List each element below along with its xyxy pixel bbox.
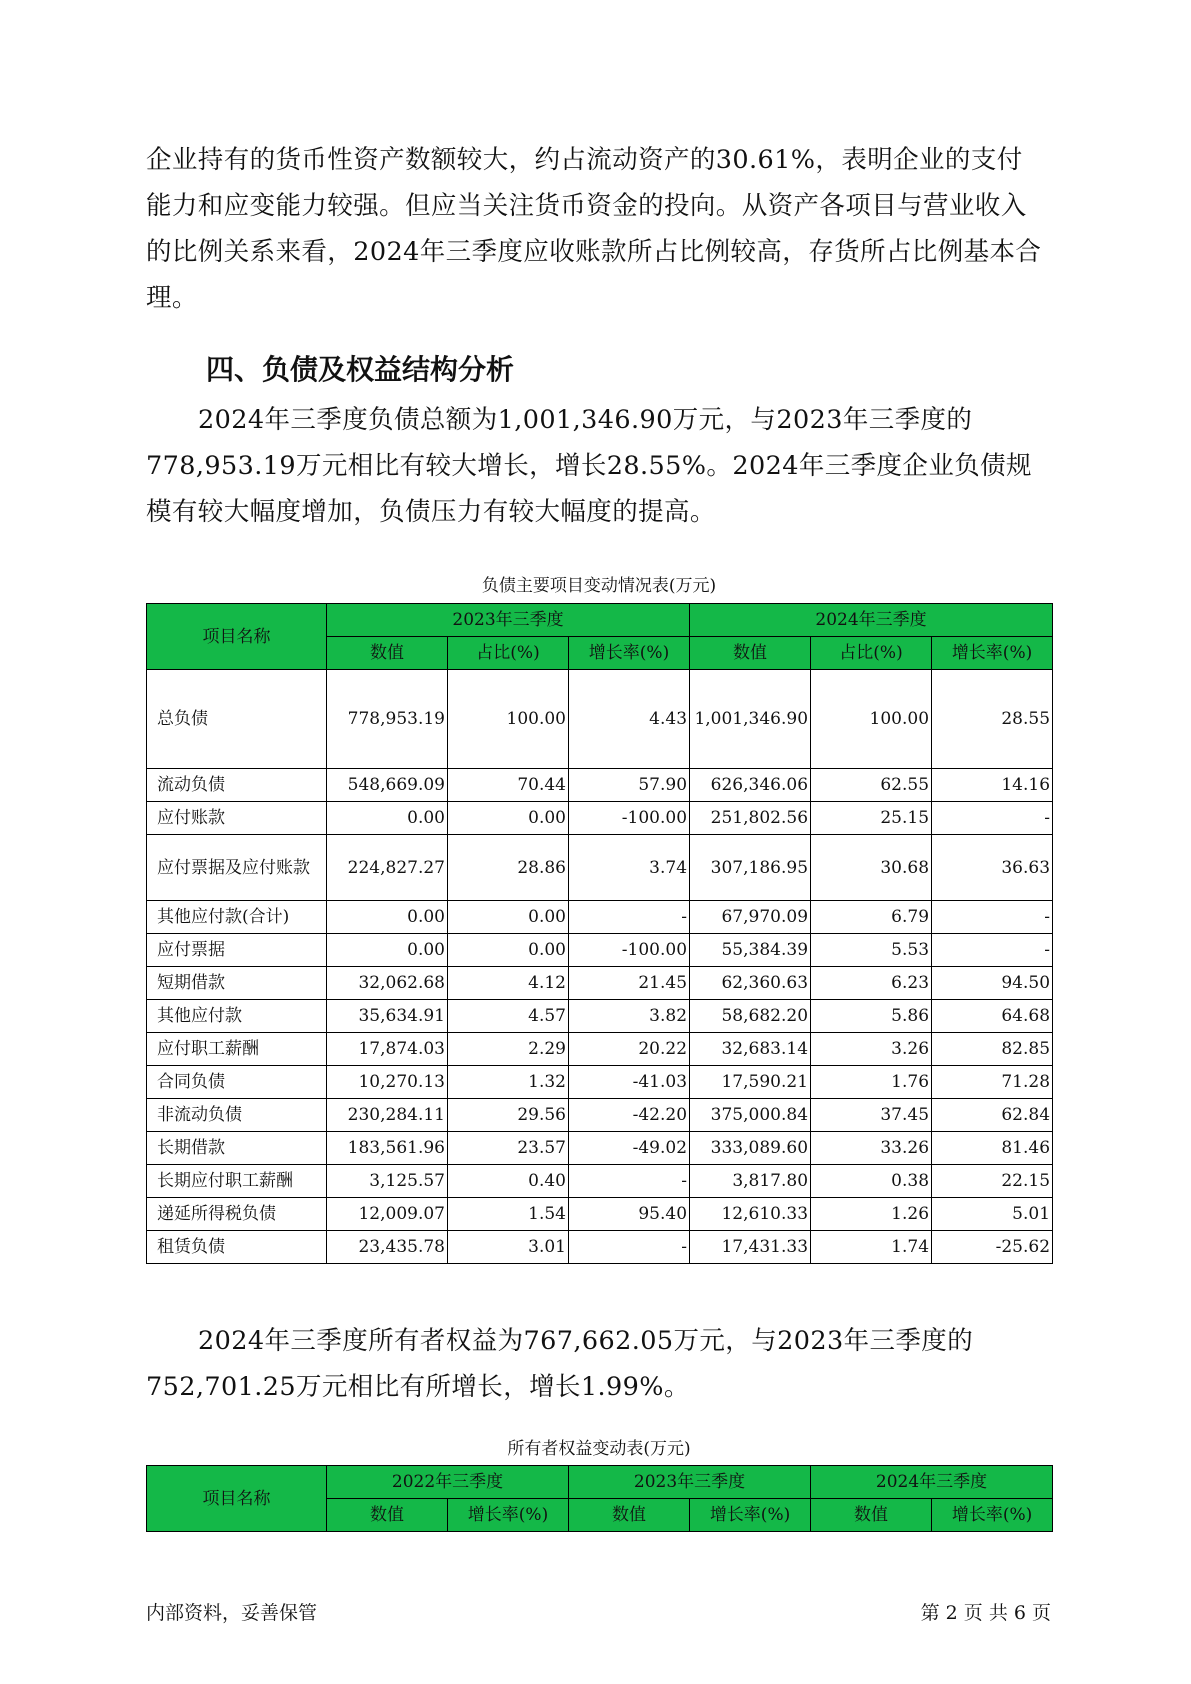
table1-caption: 负债主要项目变动情况表(万元) <box>481 576 717 596</box>
cell-share: 6.23 <box>811 967 932 1000</box>
cell-share: 1.54 <box>448 1198 569 1231</box>
table-row <box>147 1198 1053 1231</box>
row-name: 总负债 <box>147 670 327 769</box>
header-growth: 增长率(%) <box>569 637 690 670</box>
table-row <box>147 934 1053 967</box>
cell-growth: 71.28 <box>932 1066 1053 1099</box>
cell-share: 0.00 <box>448 802 569 835</box>
cell-share: 6.79 <box>811 901 932 934</box>
cell-share: 25.15 <box>811 802 932 835</box>
cell-share: 1.74 <box>811 1231 932 1264</box>
row-name: 其他应付款(合计) <box>147 901 327 934</box>
row-name: 长期应付职工薪酬 <box>147 1165 327 1198</box>
cell-share: 1.32 <box>448 1066 569 1099</box>
cell-value: 23,435.78 <box>327 1231 448 1264</box>
cell-growth: -49.02 <box>569 1132 690 1165</box>
row-name: 租赁负债 <box>147 1231 327 1264</box>
cell-share: 5.86 <box>811 1000 932 1033</box>
table-row <box>147 835 1053 901</box>
table-row <box>147 1099 1053 1132</box>
table-row <box>147 769 1053 802</box>
cell-growth: 4.43 <box>569 670 690 769</box>
cell-growth: -25.62 <box>932 1231 1053 1264</box>
cell-share: 28.86 <box>448 835 569 901</box>
cell-growth: 94.50 <box>932 967 1053 1000</box>
header-value: 数值 <box>569 1499 690 1532</box>
cell-value: 0.00 <box>327 802 448 835</box>
table-row <box>147 670 1053 769</box>
table-row <box>147 1066 1053 1099</box>
header-period-2024: 2024年三季度 <box>811 1466 1053 1499</box>
header-period-2024: 2024年三季度 <box>690 604 1053 637</box>
cell-value: 3,817.80 <box>690 1165 811 1198</box>
cell-share: 100.00 <box>448 670 569 769</box>
header-value: 数值 <box>690 637 811 670</box>
row-name: 应付票据 <box>147 934 327 967</box>
cell-value: 3,125.57 <box>327 1165 448 1198</box>
header-growth: 增长率(%) <box>690 1499 811 1532</box>
row-name: 流动负债 <box>147 769 327 802</box>
header-value: 数值 <box>327 1499 448 1532</box>
cell-share: 62.55 <box>811 769 932 802</box>
cell-share: 37.45 <box>811 1099 932 1132</box>
header-period-2022: 2022年三季度 <box>327 1466 569 1499</box>
cell-value: 55,384.39 <box>690 934 811 967</box>
equity-table <box>146 1465 1053 1532</box>
cell-share: 3.01 <box>448 1231 569 1264</box>
paragraph-asset-analysis: 企业持有的货币性资产数额较大，约占流动资产的30.61%，表明企业的支付能力和应变能力较强。但应当关注货币资金的投向。从资产各项目与营业收入的比例关系来看，2024年三季度应收账款所占比例较高，存货所占比例基本合理。 <box>146 145 1042 313</box>
header-share: 占比(%) <box>448 637 569 670</box>
cell-value: 548,669.09 <box>327 769 448 802</box>
cell-share: 30.68 <box>811 835 932 901</box>
cell-share: 3.26 <box>811 1033 932 1066</box>
cell-growth: 28.55 <box>932 670 1053 769</box>
row-name: 其他应付款 <box>147 1000 327 1033</box>
cell-share: 0.00 <box>448 934 569 967</box>
row-name: 短期借款 <box>147 967 327 1000</box>
cell-share: 100.00 <box>811 670 932 769</box>
header-value: 数值 <box>811 1499 932 1532</box>
cell-share: 0.38 <box>811 1165 932 1198</box>
cell-growth: 3.82 <box>569 1000 690 1033</box>
cell-value: 251,802.56 <box>690 802 811 835</box>
header-value: 数值 <box>327 637 448 670</box>
header-growth: 增长率(%) <box>448 1499 569 1532</box>
cell-value-text: 1,001,346.90 <box>694 709 809 729</box>
cell-share: 0.40 <box>448 1165 569 1198</box>
cell-growth: 82.85 <box>932 1033 1053 1066</box>
cell-growth: -42.20 <box>569 1099 690 1132</box>
header-share: 占比(%) <box>811 637 932 670</box>
cell-growth: 95.40 <box>569 1198 690 1231</box>
cell-growth: - <box>569 901 690 934</box>
table-row <box>147 1000 1053 1033</box>
cell-value: 32,062.68 <box>327 967 448 1000</box>
row-name: 应付票据及应付账款 <box>147 835 327 901</box>
cell-growth: -100.00 <box>569 802 690 835</box>
table2-caption: 所有者权益变动表(万元) <box>507 1439 691 1459</box>
cell-growth: 14.16 <box>932 769 1053 802</box>
cell-share: 5.53 <box>811 934 932 967</box>
cell-growth: 21.45 <box>569 967 690 1000</box>
cell-value: 17,590.21 <box>690 1066 811 1099</box>
header-growth: 增长率(%) <box>932 1499 1053 1532</box>
cell-value: 12,610.33 <box>690 1198 811 1231</box>
cell-share: 1.76 <box>811 1066 932 1099</box>
cell-growth: - <box>932 901 1053 934</box>
cell-value: 12,009.07 <box>327 1198 448 1231</box>
cell-value: 67,970.09 <box>690 901 811 934</box>
cell-value: 307,186.95 <box>690 835 811 901</box>
cell-value <box>690 670 811 769</box>
liability-table <box>146 603 1053 1264</box>
table-row <box>147 1132 1053 1165</box>
cell-value: 17,874.03 <box>327 1033 448 1066</box>
cell-growth: - <box>569 1231 690 1264</box>
cell-value: 0.00 <box>327 934 448 967</box>
cell-value: 35,634.91 <box>327 1000 448 1033</box>
row-name: 应付账款 <box>147 802 327 835</box>
cell-value: 17,431.33 <box>690 1231 811 1264</box>
cell-growth: -100.00 <box>569 934 690 967</box>
footer-confidential-note: 内部资料，妥善保管 <box>146 1602 318 1624</box>
cell-value: 778,953.19 <box>327 670 448 769</box>
cell-value: 62,360.63 <box>690 967 811 1000</box>
table-row <box>147 802 1053 835</box>
header-period-2023: 2023年三季度 <box>569 1466 811 1499</box>
header-item-name: 项目名称 <box>147 604 327 670</box>
cell-value: 230,284.11 <box>327 1099 448 1132</box>
paragraph-equity-summary: 2024年三季度所有者权益为767,662.05万元，与2023年三季度的752,701.25万元相比有所增长，增长1.99%。 <box>146 1326 974 1402</box>
header-period-2023: 2023年三季度 <box>327 604 690 637</box>
cell-growth: 20.22 <box>569 1033 690 1066</box>
table-row <box>147 1231 1053 1264</box>
table-row <box>147 1033 1053 1066</box>
row-name: 非流动负债 <box>147 1099 327 1132</box>
cell-growth: 57.90 <box>569 769 690 802</box>
cell-growth: 36.63 <box>932 835 1053 901</box>
cell-growth: - <box>932 802 1053 835</box>
paragraph-liability-summary: 2024年三季度负债总额为1,001,346.90万元，与2023年三季度的778,953.19万元相比有较大增长，增长28.55%。2024年三季度企业负债规模有较大幅度增加，负债压力有较大幅度的提高。 <box>146 405 1032 527</box>
header-growth: 增长率(%) <box>932 637 1053 670</box>
cell-growth: 22.15 <box>932 1165 1053 1198</box>
table-row <box>147 901 1053 934</box>
cell-value: 58,682.20 <box>690 1000 811 1033</box>
cell-share: 4.12 <box>448 967 569 1000</box>
cell-share: 29.56 <box>448 1099 569 1132</box>
row-name: 合同负债 <box>147 1066 327 1099</box>
table-row <box>147 967 1053 1000</box>
header-item-name: 项目名称 <box>147 1466 327 1532</box>
cell-growth: - <box>569 1165 690 1198</box>
cell-value: 183,561.96 <box>327 1132 448 1165</box>
cell-growth: 81.46 <box>932 1132 1053 1165</box>
cell-share: 1.26 <box>811 1198 932 1231</box>
table-row <box>147 1165 1053 1198</box>
cell-growth: 5.01 <box>932 1198 1053 1231</box>
section-heading: 四、负债及权益结构分析 <box>206 353 515 386</box>
cell-growth: -41.03 <box>569 1066 690 1099</box>
cell-value: 32,683.14 <box>690 1033 811 1066</box>
row-name: 应付职工薪酬 <box>147 1033 327 1066</box>
row-name: 递延所得税负债 <box>147 1198 327 1231</box>
cell-growth: 64.68 <box>932 1000 1053 1033</box>
cell-share: 0.00 <box>448 901 569 934</box>
cell-value: 10,270.13 <box>327 1066 448 1099</box>
row-name: 长期借款 <box>147 1132 327 1165</box>
cell-growth: - <box>932 934 1053 967</box>
cell-growth: 62.84 <box>932 1099 1053 1132</box>
cell-share: 70.44 <box>448 769 569 802</box>
cell-share: 33.26 <box>811 1132 932 1165</box>
cell-value: 224,827.27 <box>327 835 448 901</box>
cell-value: 375,000.84 <box>690 1099 811 1132</box>
footer-page-number: 第 2 页 共 6 页 <box>920 1602 1051 1624</box>
cell-share: 4.57 <box>448 1000 569 1033</box>
cell-value: 333,089.60 <box>690 1132 811 1165</box>
cell-value: 0.00 <box>327 901 448 934</box>
cell-share: 2.29 <box>448 1033 569 1066</box>
cell-growth: 3.74 <box>569 835 690 901</box>
cell-value: 626,346.06 <box>690 769 811 802</box>
cell-share: 23.57 <box>448 1132 569 1165</box>
